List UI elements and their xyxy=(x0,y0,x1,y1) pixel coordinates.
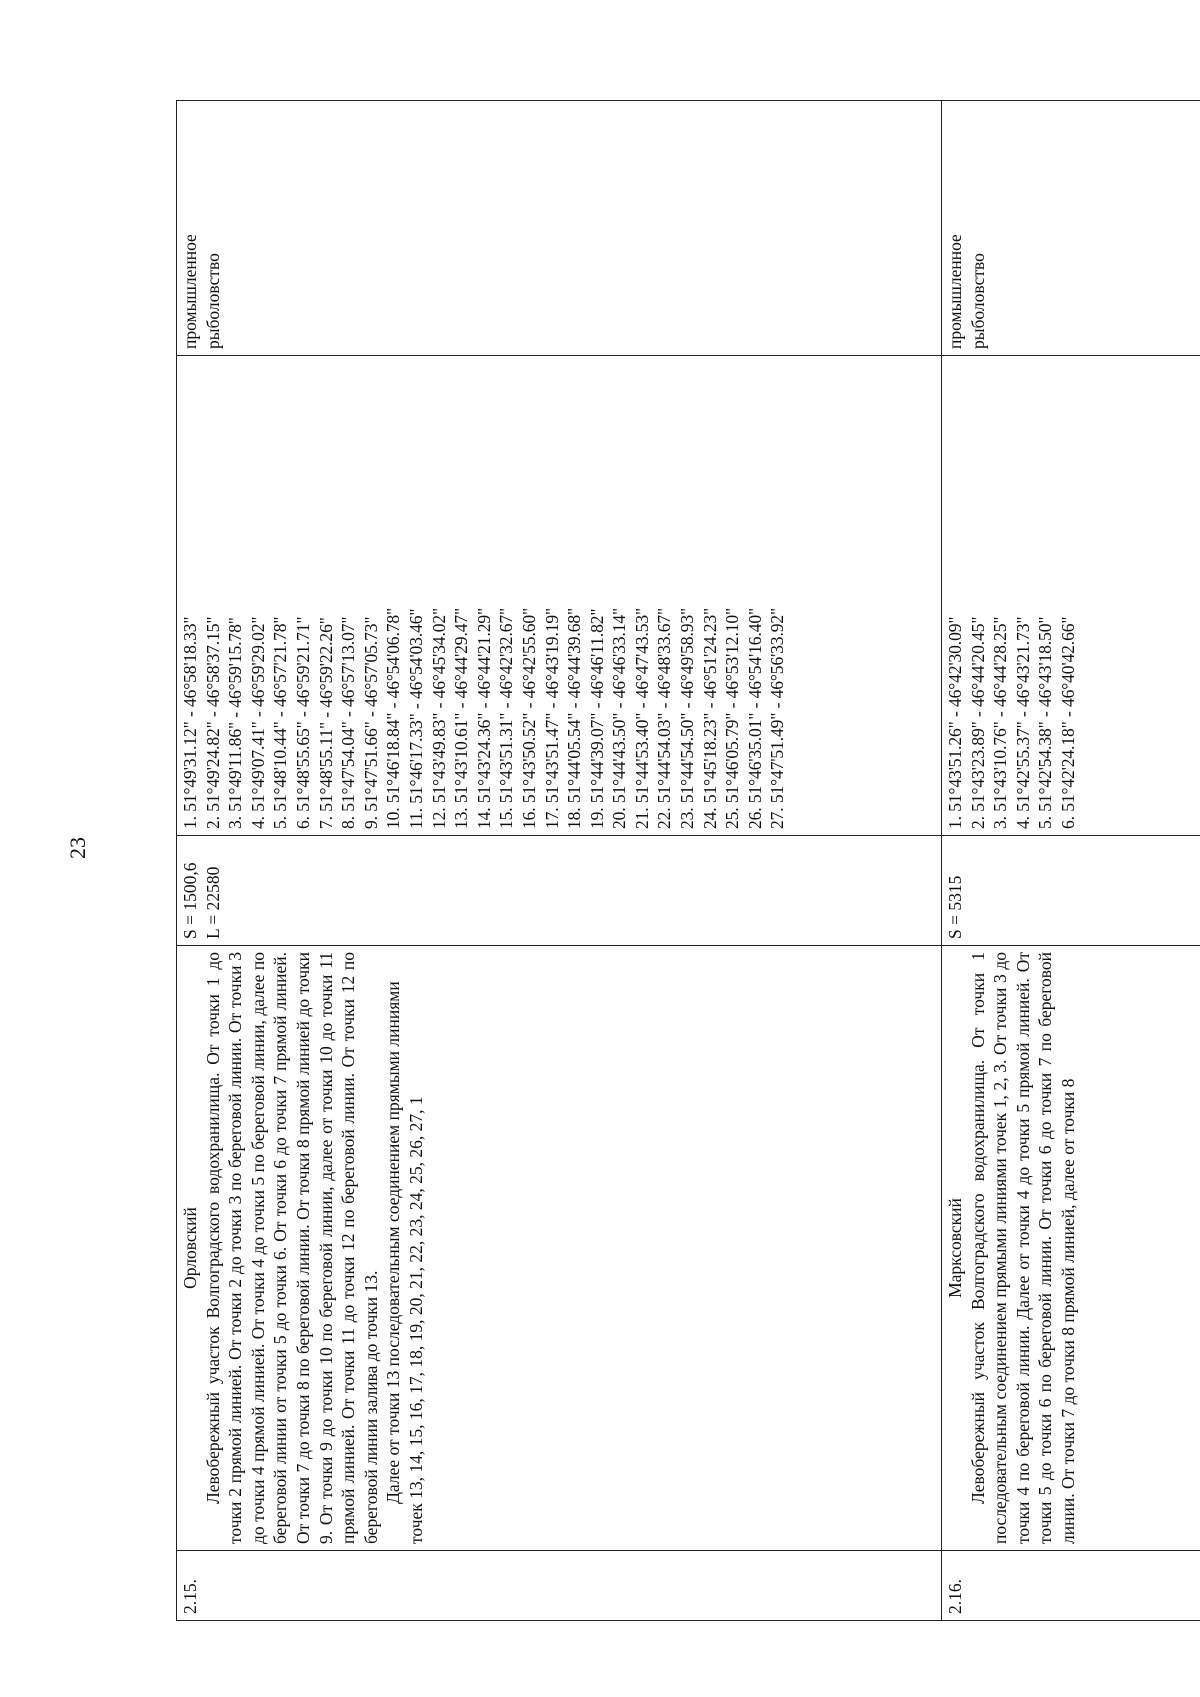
row-number xyxy=(942,1551,1200,1621)
coordinate-point: 27. 51°47'51.49" - 46°56'33.92" xyxy=(767,607,788,829)
area-size: S = 5315 xyxy=(945,875,965,939)
coordinate-point: 17. 51°43'51.47" - 46°43'19.19" xyxy=(541,607,562,829)
coordinate-point: 18. 51°44'05.54" - 46°44'39.68" xyxy=(564,607,585,829)
fishing-areas-table xyxy=(176,100,1200,1621)
area-title: Орловский xyxy=(180,1207,200,1289)
usage-type: промышленное xyxy=(180,234,200,349)
coordinate-point: 16. 51°43'50.52" - 46°42'55.60" xyxy=(518,607,539,829)
coordinate-point: 3. 51°43'10.76" - 46°44'28.25" xyxy=(990,616,1011,829)
table-row xyxy=(942,101,1200,1621)
coordinate-point: 5. 51°42'54.38" - 46°43'18.50" xyxy=(1035,616,1056,829)
coordinate-point: 15. 51°43'51.31" - 46°42'32.67" xyxy=(496,607,517,829)
area-title: Марксовский xyxy=(945,1198,965,1298)
coordinate-point: 4. 51°49'07.41" - 46°59'29.02" xyxy=(247,616,268,829)
coordinate-point: 21. 51°44'53.40" - 46°47'43.53" xyxy=(631,607,652,829)
area-description: Левобережный участок Волгоградского водохранилища. От точки 1 последовательным соединением прямыми линиями точек 1, 2, 3. От точки 3 до точки 4 по береговой линии. Далее от точки 4 до точки 5 прямой линией. От точки 5 до точки 6 по береговой линии. От точки 6 до точки 7 по береговой линии. От точки 7 до точки 8 прямой линией, далее от точки 8 xyxy=(967,952,1078,1544)
row-number xyxy=(177,1551,942,1621)
coordinate-point: 20. 51°44'43.50" - 46°46'33.14" xyxy=(609,607,630,829)
usage-type: промышленное xyxy=(945,234,965,349)
coordinate-point: 10. 51°46'18.84" - 46°54'06.78" xyxy=(383,607,404,829)
coordinate-point: 5. 51°48'10.44" - 46°57'21.78" xyxy=(270,616,291,829)
row-number-text: 2.15. xyxy=(180,1579,200,1614)
coordinate-point: 7. 51°48'55.11" - 46°59'22.26" xyxy=(315,617,336,829)
coordinate-point: 23. 51°44'54.50" - 46°49'58.93" xyxy=(677,607,698,829)
coordinate-point: 13. 51°43'10.61" - 46°44'29.47" xyxy=(451,607,472,829)
coordinate-point: 4. 51°42'55.37" - 46°43'21.73" xyxy=(1012,616,1033,829)
area-size: S = 1500,6 xyxy=(180,862,200,939)
coordinate-point: 25. 51°46'05.79" - 46°53'12.10" xyxy=(722,607,743,829)
area-description: Левобережный участок Волгоградского водохранилища. От точки 1 до точки 2 прямой линией. От точки 2 до точки 3 по береговой линии. От точки 3 до точки 4 прямой линией. От точки 4 до точки 5 по береговой линии, далее по береговой линии от точки 5 до точки 6. От точки 6 до точки 7 прямой линией. От точки 7 до точки 8 по береговой линии. От точки 8 прямой линией до точки 9. От точки 9 до точки 10 по береговой линии, далее от точки 10 до точки 11 прямой линией. От точки 11 до точки 12 по береговой линии. От точки 12 по береговой линии залива до точки 13. xyxy=(202,952,381,1544)
usage-type-continued: рыболовство xyxy=(202,253,223,349)
usage-cell xyxy=(942,101,1200,356)
area-description-cell xyxy=(177,946,942,1551)
coordinate-point: 12. 51°43'49.83" - 46°45'34.02" xyxy=(428,607,449,829)
coordinate-point: 22. 51°44'54.03" - 46°48'33.67" xyxy=(654,607,675,829)
area-size-cell xyxy=(942,836,1200,946)
table-row xyxy=(177,101,942,1621)
usage-cell xyxy=(177,101,942,356)
coordinate-point: 14. 51°43'24.36" - 46°44'21.29" xyxy=(473,607,494,829)
coordinate-point: 2. 51°43'23.89" - 46°44'20.45" xyxy=(967,616,988,829)
rotated-table-sheet xyxy=(176,101,1200,1621)
page-number: 23 xyxy=(65,837,90,859)
coordinate-point: 9. 51°47'51.66" - 46°57'05.73" xyxy=(360,616,381,829)
coordinate-point: 8. 51°47'54.04" - 46°57'13.07" xyxy=(338,616,359,829)
coordinate-point: 6. 51°48'55.65" - 46°59'21.71" xyxy=(292,616,313,829)
boundary-length: L = 22580 xyxy=(202,866,223,939)
coordinate-point: 24. 51°45'18.23" - 46°51'24.23" xyxy=(699,607,720,829)
coordinates-cell xyxy=(942,356,1200,836)
coordinate-point: 19. 51°44'39.07" - 46°46'11.82" xyxy=(586,608,607,829)
coordinate-point: 11. 51°46'17.33" - 46°54'03.46" xyxy=(405,608,426,829)
coordinate-point: 2. 51°49'24.82" - 46°58'37.15" xyxy=(202,616,223,829)
coordinate-point: 1. 51°49'31.12" - 46°58'18.33" xyxy=(180,616,200,829)
usage-type-continued: рыболовство xyxy=(967,253,988,349)
row-number-text: 2.16. xyxy=(945,1579,965,1614)
area-description-continued: Далее от точки 13 последовательным соединением прямыми линиями точек 13, 14, 15, 16, 17, 18, 19, 20, 21, 22, 23, 24, 25, 26, 27, 1 xyxy=(383,981,426,1544)
coordinate-point: 26. 51°46'35.01" - 46°54'16.40" xyxy=(744,607,765,829)
coordinate-point: 6. 51°42'24.18" - 46°40'42.66" xyxy=(1057,616,1078,829)
coordinates-cell xyxy=(177,356,942,836)
area-description-cell xyxy=(942,946,1200,1551)
coordinate-point: 1. 51°43'51.26" - 46°42'30.09" xyxy=(945,616,965,829)
area-size-cell xyxy=(177,836,942,946)
coordinate-point: 3. 51°49'11.86" - 46°59'15.78" xyxy=(225,617,246,829)
